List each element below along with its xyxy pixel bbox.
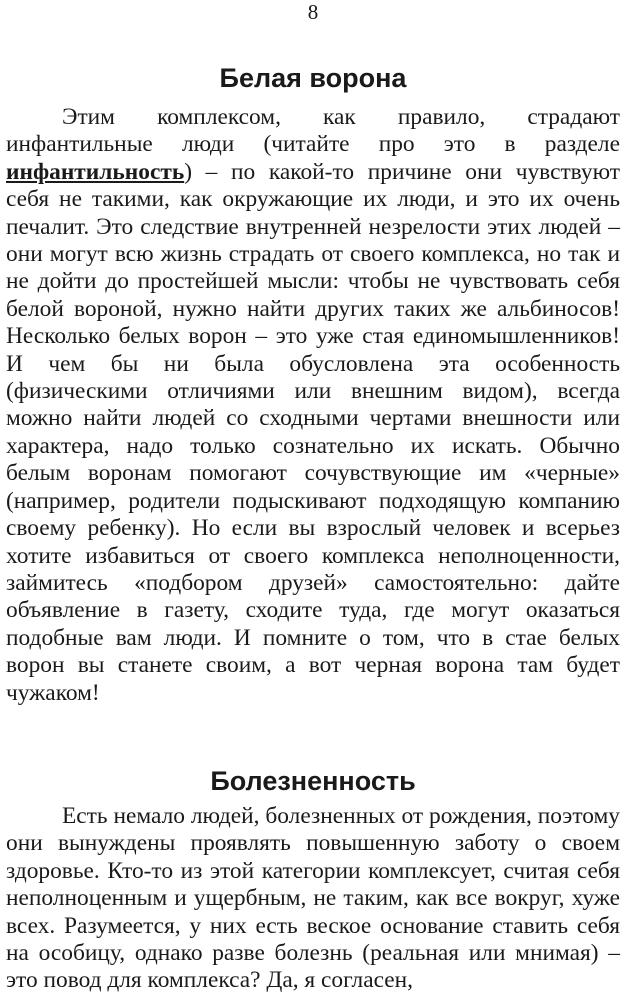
section-title-white-crow: Белая ворона	[219, 63, 407, 94]
paragraph-white-crow	[6, 104, 620, 707]
paragraph-white-crow-text-end: ) – по какой-то причине они чувствуют себя не такими, как окружающие их люди, и это их очень печалит. Это следствие внутренней незрелости этих людей – они могут всю жизнь страдать от своего комплекса, но так и не дойти до простейшей мысли: чтобы не чувствовать себя белой вороной, нужно найти других таких же альбиносов! Несколько белых ворон – это уже стая единомышленников! И чем бы ни была обусловлена эта особенность (физическими отличиями или внешним видом), всегда можно найти людей со сходными чертами внешности или характера, надо только сознательно их искать. Обычно белым воронам помогают сочувствующие им «черные» (например, родители подыскивают подходящую компанию своему ребенку). Но если вы взрослый человек и всерьез хотите избавиться от своего комплекса неполноценности, займитесь «подбором друзей» самостоятельно: дайте объявление в газету, сходите туда, где могут оказаться подобные вам люди. И помните о том, что в стае белых ворон вы станете своим, а вот черная ворона там будет чужаком!	[6, 158, 620, 706]
paragraph-sickliness: Есть немало людей, болезненных от рождения, поэтому они вынуждены проявлять повышенную заботу о своем здоровье. Кто-то из этой категории комплексует, считая себя неполноценным и ущербным, не таким, как все вокруг, хуже всех. Разумеется, у них есть веское основание ставить себя на особицу, однако разве болезнь (реальная или мнимая) – это повод для комплекса? Да, я согласен,	[6, 803, 620, 994]
page-number: 8	[307, 0, 319, 24]
infantilism-section-link[interactable]: инфантильность	[6, 158, 185, 185]
section-title-sickliness: Болезненность	[210, 766, 416, 797]
paragraph-white-crow-text-start: Этим комплексом, как правило, страдают инфантильные люди (читайте про это в разделе	[6, 104, 620, 158]
